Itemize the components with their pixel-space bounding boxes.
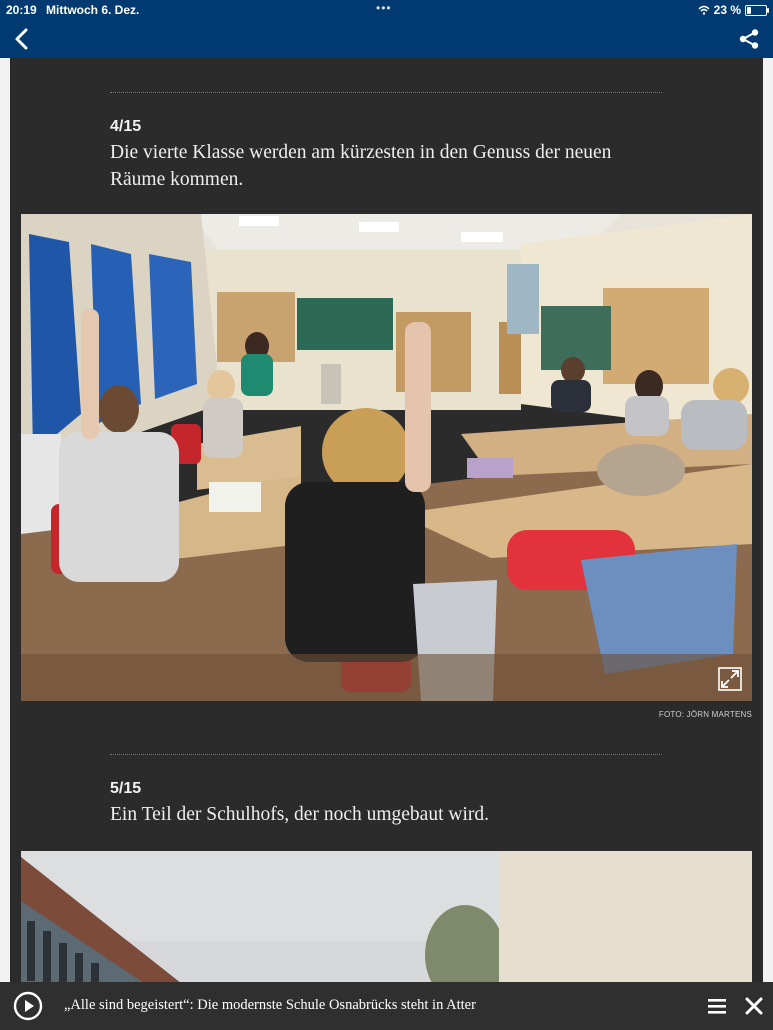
wifi-icon: [698, 5, 710, 15]
status-time: 20:19: [6, 3, 37, 17]
share-button[interactable]: [733, 23, 765, 55]
audio-player-bar[interactable]: [0, 982, 773, 1030]
multitasking-dots[interactable]: •••: [376, 1, 392, 15]
slide-caption: Die vierte Klasse werden am kürzesten in den Genuss der neuen Räume kommen.: [110, 142, 612, 190]
slide-counter: 4/15: [110, 118, 142, 135]
page-margin-left: [0, 58, 10, 1030]
player-title[interactable]: „Alle sind begeistert“: Die modernste Schule Osnabrücks steht in Atter: [64, 997, 476, 1013]
back-button[interactable]: [6, 23, 38, 55]
page-margin-right: [763, 58, 773, 1030]
status-right: [698, 3, 767, 17]
nav-bar: [0, 20, 773, 58]
play-circle-icon[interactable]: [13, 991, 43, 1021]
slide-caption: Ein Teil der Schulhofs, der noch umgebaut wird.: [110, 804, 489, 825]
battery-percent: 23 %: [713, 3, 741, 17]
status-bar: [0, 0, 773, 20]
slide-counter: 5/15: [110, 780, 142, 797]
slide-divider: [110, 92, 662, 93]
status-date: Mittwoch 6. Dez.: [46, 3, 140, 17]
list-menu-icon[interactable]: [706, 995, 728, 1017]
battery-icon: [745, 5, 767, 16]
close-icon[interactable]: [742, 994, 766, 1018]
chevron-left-icon: [13, 28, 31, 50]
photo-credit: FOTO: JÖRN MARTENS: [658, 710, 752, 719]
image-gallery[interactable]: [10, 58, 763, 1030]
expand-icon[interactable]: [718, 667, 742, 691]
classroom-photo[interactable]: [21, 214, 752, 701]
classroom-image: [21, 214, 752, 701]
slide-divider: [110, 754, 662, 755]
share-icon: [738, 28, 760, 50]
